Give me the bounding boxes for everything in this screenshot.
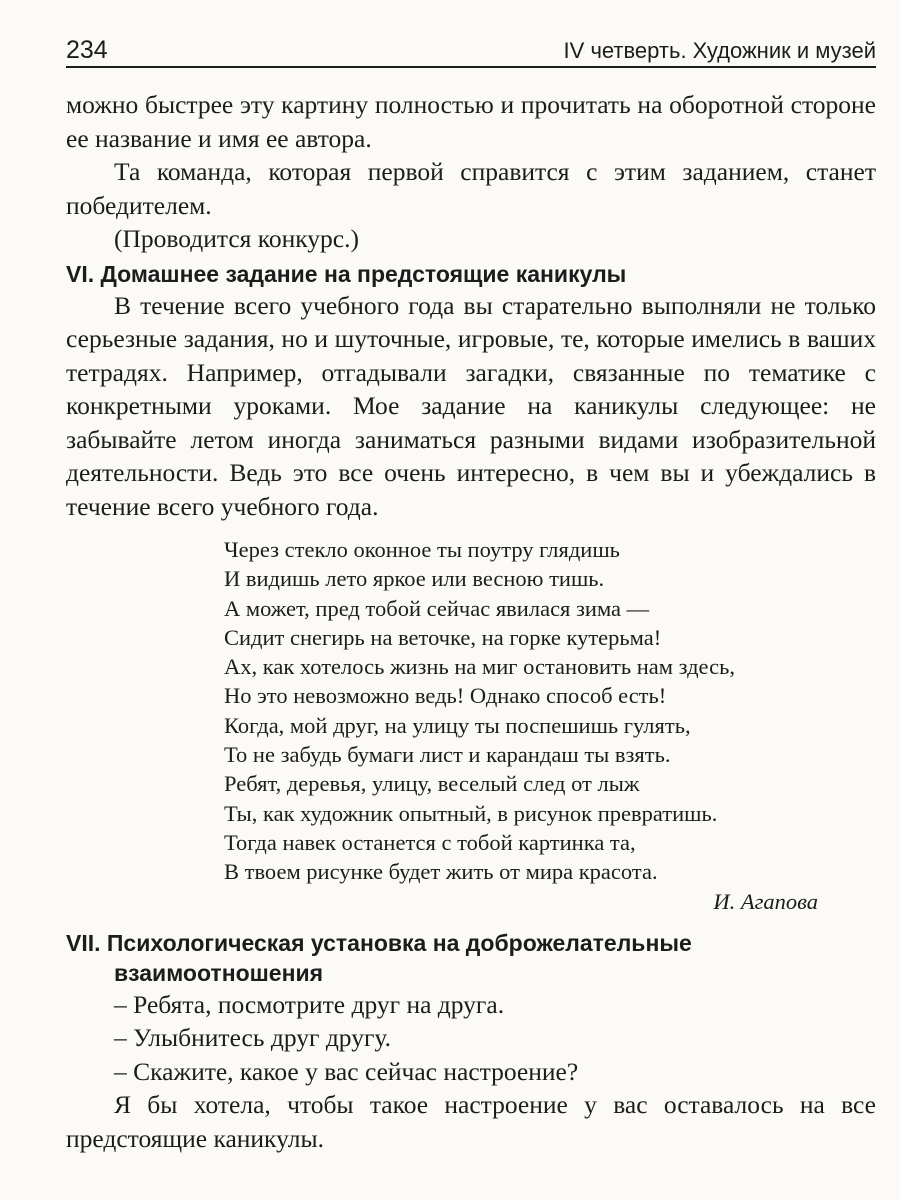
- poem-line: Ах, как хотелось жизнь на миг остановить нам здесь,: [224, 654, 735, 680]
- section-6-heading: VI. Домашнее задание на предстоящие каникулы: [66, 260, 627, 287]
- poem-line: И видишь лето яркое или весною тишь.: [224, 566, 605, 592]
- intro-paragraph-3: (Проводится конкурс.): [114, 224, 359, 253]
- running-header: [66, 32, 876, 68]
- poem-line: Ребят, деревья, улицу, веселый след от лыж: [224, 771, 640, 797]
- poem-line: Через стекло оконное ты поутру глядишь: [224, 537, 620, 562]
- closing-paragraph: Я бы хотела, чтобы такое настроение у вас оставалось на все предстоящие каникулы.: [66, 1090, 876, 1153]
- running-title: IV четверть. Художник и музей: [563, 38, 876, 63]
- poem-line: Тогда навек останется с тобой картинка та,: [224, 829, 636, 855]
- poem-line: Когда, мой друг, на улицу ты поспешишь гулять,: [224, 712, 691, 738]
- section-7-heading: VII. Психологическая установка на доброжелательные взаимоотношения: [66, 929, 692, 986]
- intro-paragraph-1: можно быстрее эту картину полностью и прочитать на оборотной стороне ее название и имя ее автора.: [66, 90, 876, 153]
- page-number: 234: [66, 36, 108, 64]
- poem-line: Сидит снегирь на веточке, на горке кутерьма!: [224, 624, 662, 650]
- poem-line: В твоем рисунке будет жить от мира красота.: [224, 859, 658, 885]
- poem-line: Но это невозможно ведь! Однако способ есть!: [224, 683, 667, 709]
- poem: [224, 535, 818, 916]
- page-body: [66, 88, 876, 1155]
- poem-line: А может, пред тобой сейчас явилася зима —: [224, 595, 650, 621]
- poem-line: То не забудь бумаги лист и карандаш ты взять.: [224, 742, 671, 768]
- poem-author: И. Агапова: [713, 888, 818, 914]
- poem-line: Ты, как художник опытный, в рисунок превратишь.: [224, 800, 718, 826]
- list-item: – Скажите, какое у вас сейчас настроение?: [114, 1056, 579, 1086]
- list-item: – Ребята, посмотрите друг на друга.: [114, 989, 505, 1019]
- intro-paragraph-2: Та команда, которая первой справится с этим заданием, станет победителем.: [66, 157, 876, 220]
- list-item: – Улыбнитесь друг другу.: [114, 1023, 391, 1053]
- section-6-paragraph: В течение всего учебного года вы старательно выполняли не только серьезные задания, но и шуточные, игровые, те, которые имелись в ваших тетрадях. Например, отгадывали загадки, связанные по тематике с конкретными уроками. Мое задание на каникулы следующее: не забывайте летом иногда заниматься разными видами изобразительной деятельности. Ведь это все очень интересно, в чем вы и убеждались в течение всего учебного года.: [66, 290, 876, 521]
